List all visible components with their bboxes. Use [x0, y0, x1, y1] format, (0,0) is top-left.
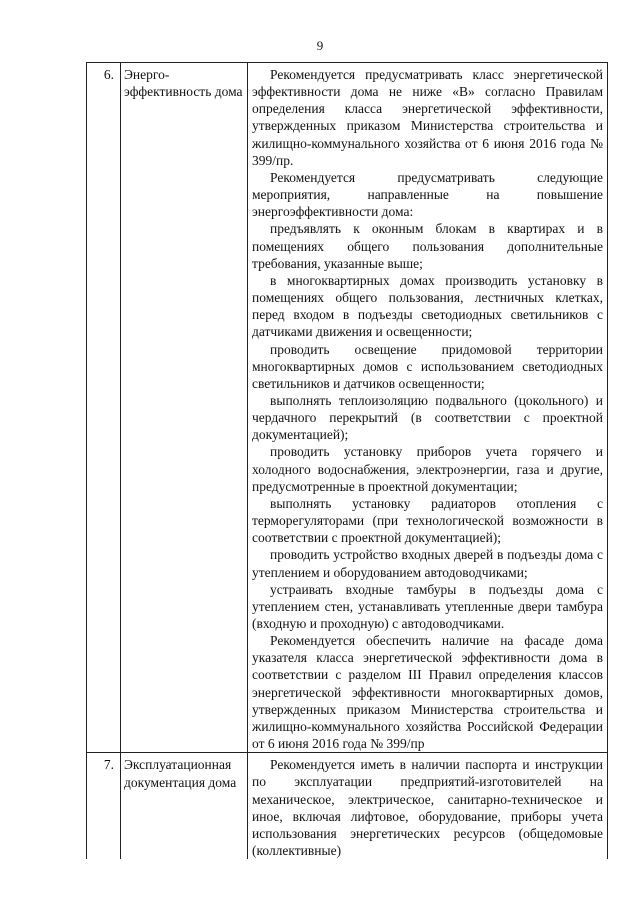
row-name-cell [121, 753, 248, 859]
paragraph: выполнять теплоизоляцию подвального (цокольного) и чердачного перекрытий (в соответствии с проектной документацией); [252, 392, 603, 443]
row-name: Энерго-эффективность дома [124, 67, 243, 100]
table-row [87, 63, 608, 753]
row-text-cell [248, 753, 608, 859]
paragraph: выполнять установку радиаторов отопления с терморегуляторами (при технологической возможности в соответствии с проектной документацией); [252, 495, 603, 546]
row-text-cell [248, 63, 608, 753]
paragraph: Рекомендуется предусматривать класс энергетической эффективности дома не ниже «B» согласно Правилам определения класса энергетической эффективности, утвержденных приказом Министерства строительства и жилищно-коммунального хозяйства от 6 июня 2016 года № 399/пр. [252, 67, 603, 168]
paragraph: Рекомендуется обеспечить наличие на фасаде дома указателя класса энергетической эффективности дома в соответствии с разделом III Правил определения классов энергетической эффективности многоквартирных домов, утвержденных приказом Министерства строительства и жилищно-коммунального хозяйства Российской Федерации от 6 июня 2016 года № 399/пр [252, 633, 603, 752]
row-name: Эксплуатационная документация дома [124, 757, 237, 790]
paragraph: предъявлять к оконным блокам в квартирах и в помещениях общего пользования дополнительные требования, указанные выше; [252, 221, 603, 271]
paragraph: Рекомендуется предусматривать следующие мероприятия, направленные на повышение энергоэффективности дома: [252, 169, 603, 220]
requirements-table [86, 62, 608, 859]
row-number: 7. [103, 757, 114, 773]
paragraph: проводить освещение придомовой территории многоквартирных домов с использованием светодиодных светильников и датчиков освещенности; [252, 341, 603, 391]
row-number-cell [87, 63, 121, 753]
paragraph: в многоквартирных домах производить установку в помещениях общего пользования, лестничных клетках, перед входом в подъезды светодиодных светильников с датчиками движения и освещенности; [252, 272, 603, 340]
table-row [87, 753, 608, 859]
paragraph: Рекомендуется иметь в наличии паспорта и инструкции по эксплуатации предприятий-изготовителей на механическое, электрическое, санитарно-техническое и иное, включая лифтовое, оборудование, приборы учета использования энергетических ресурсов (общедомовые (коллективные) [252, 757, 603, 859]
paragraph: проводить установку приборов учета горячего и холодного водоснабжения, электроэнергии, газа и другие, предусмотренные в проектной документации; [252, 444, 603, 494]
row-name-cell [121, 63, 248, 753]
paragraph: проводить устройство входных дверей в подъезды дома с утеплением и оборудованием автодоводчиками; [252, 547, 603, 580]
row-number-cell [87, 753, 121, 859]
page-number: 9 [316, 38, 324, 53]
paragraph: устраивать входные тамбуры в подъезды дома с утеплением стен, устанавливать утепленные двери тамбура (входную и проходную) с автодоводчиками. [252, 581, 603, 631]
row-number: 6. [103, 67, 114, 82]
